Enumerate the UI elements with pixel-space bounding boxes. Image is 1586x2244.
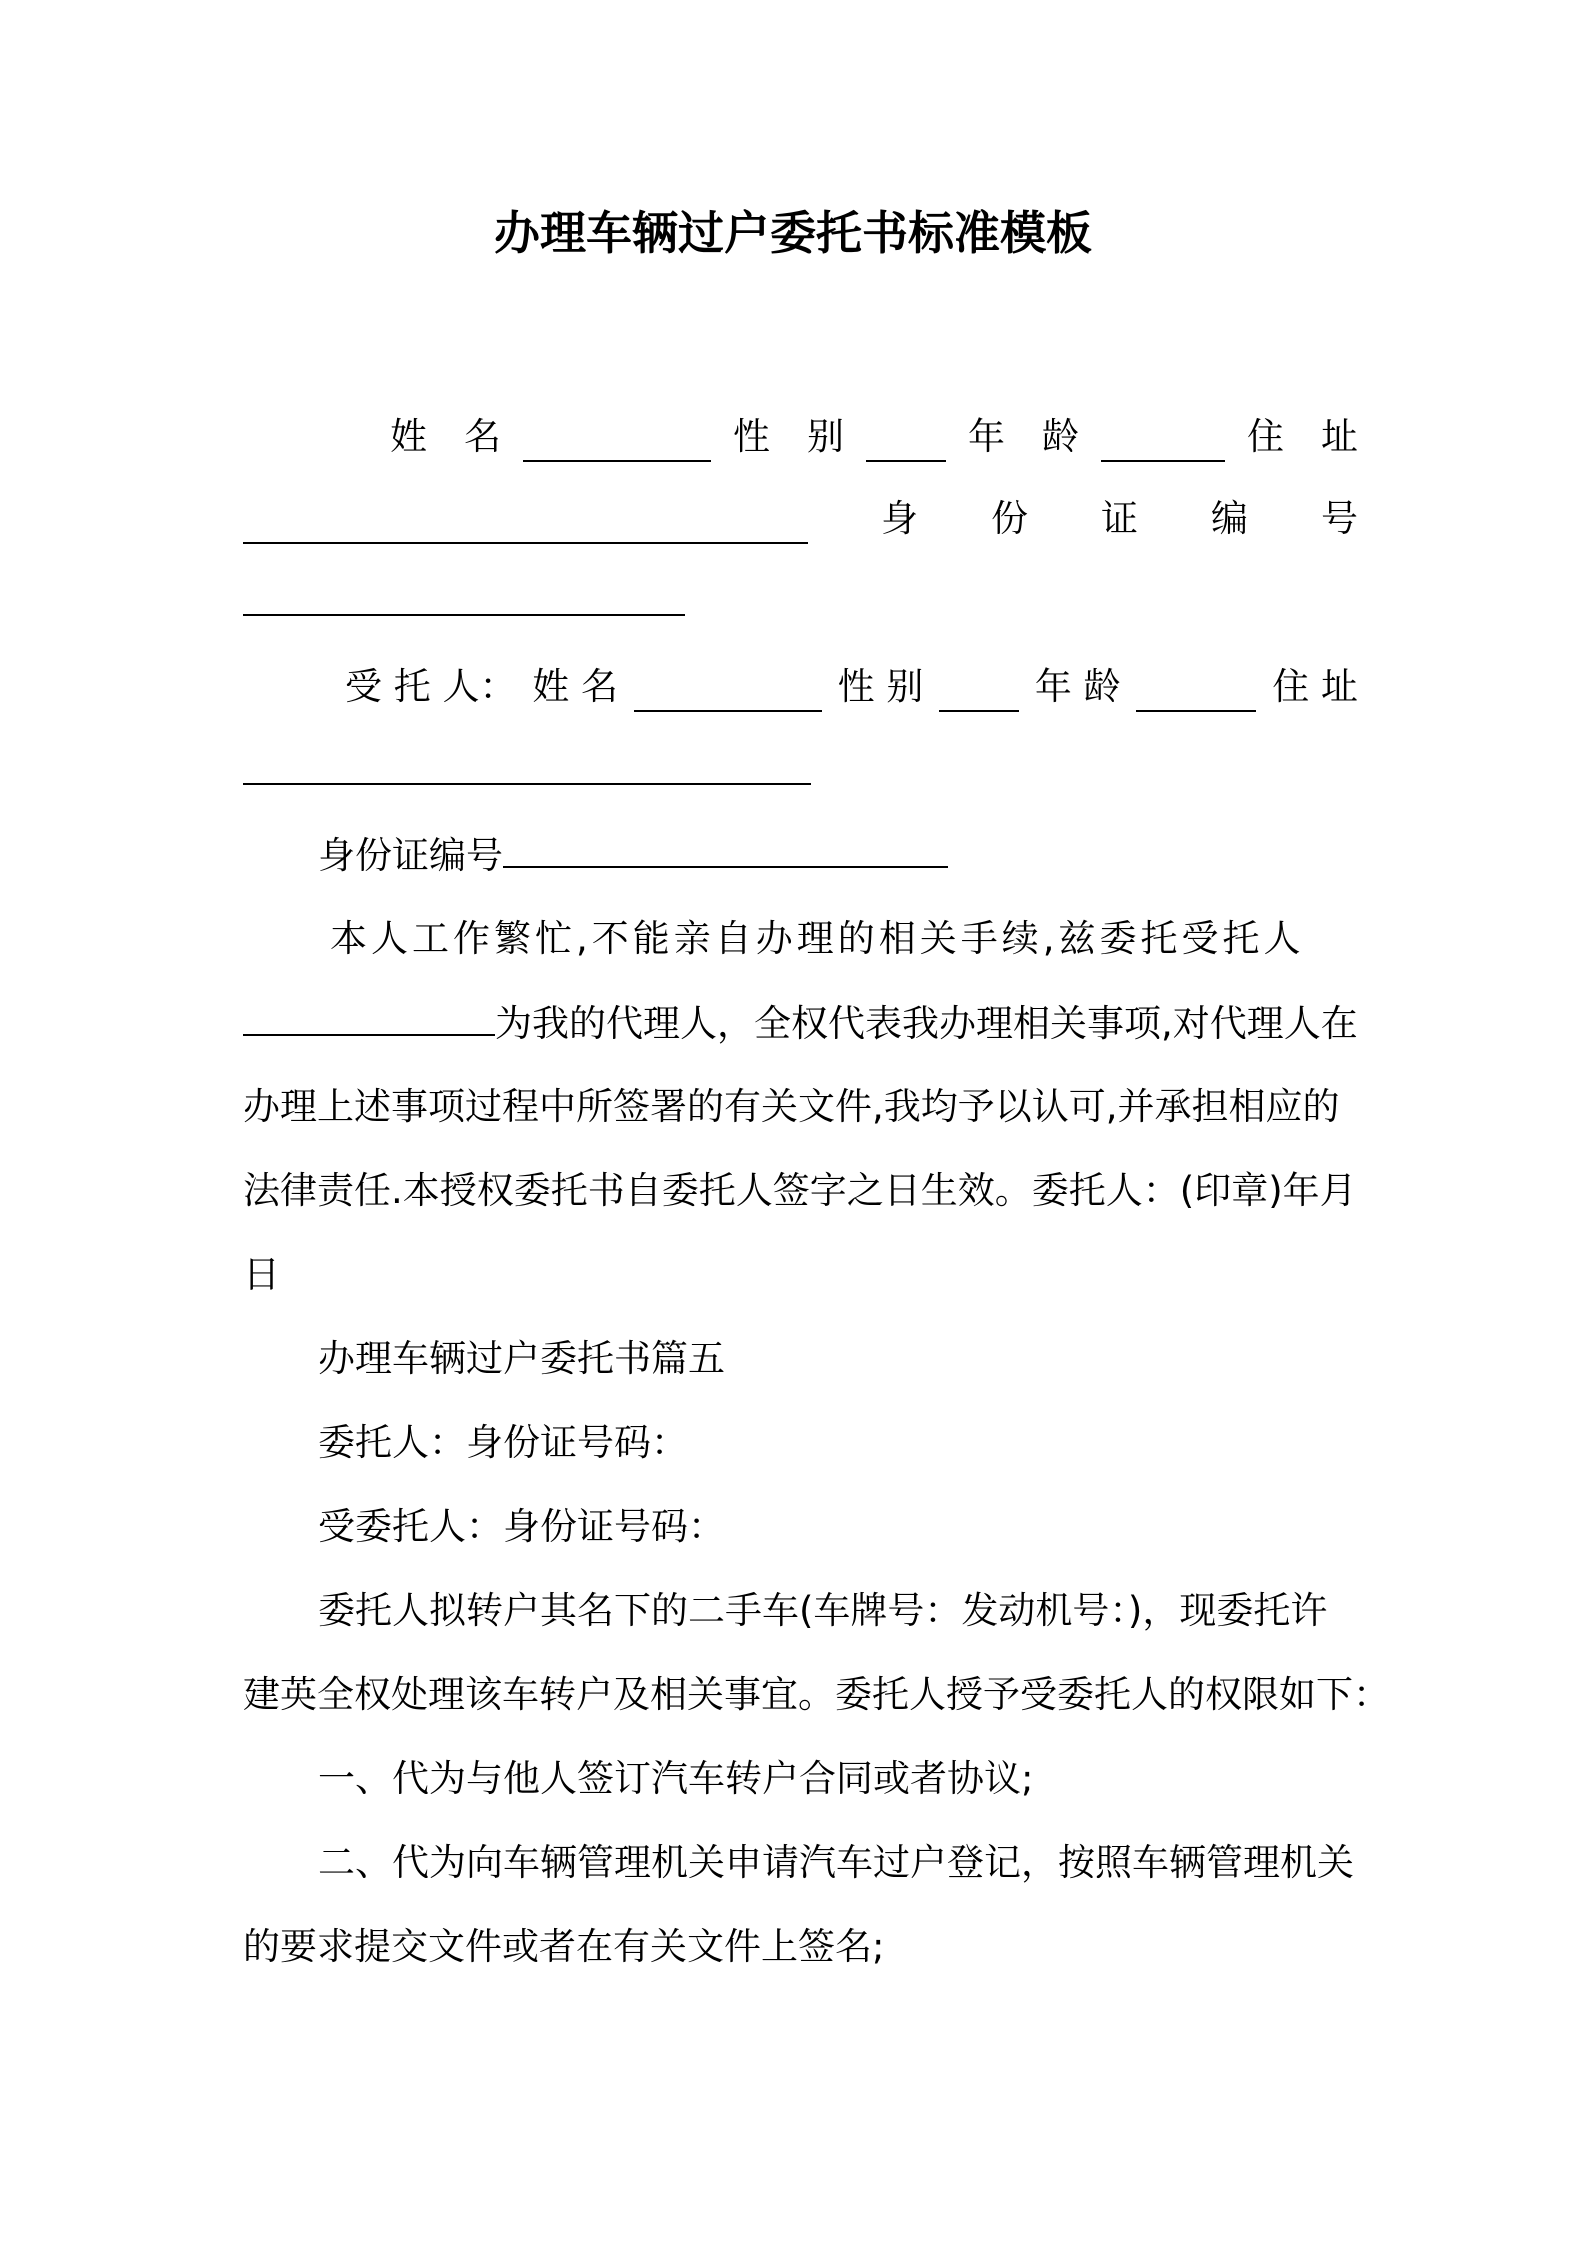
principal-idno-char-1: 身 bbox=[881, 497, 918, 540]
body-line-5: 日 bbox=[243, 1253, 280, 1296]
agent-info-row bbox=[345, 662, 1358, 712]
principal-idno-row bbox=[243, 494, 1358, 544]
document-title: 办理车辆过户委托书标准模板 bbox=[494, 206, 1092, 260]
section-item2-line1: 二、代为向车辆管理机关申请汽车过户登记，按照车辆管理机关 bbox=[318, 1841, 1354, 1884]
principal-age-label: 年 龄 bbox=[968, 415, 1079, 458]
section-heading: 办理车辆过户委托书篇五 bbox=[318, 1337, 725, 1380]
agent-address-blank-row bbox=[243, 747, 1358, 797]
section-item2-line2: 的要求提交文件或者在有关文件上签名; bbox=[243, 1925, 885, 1968]
agent-gender-label: 性 别 bbox=[837, 665, 924, 708]
principal-idno-blank bbox=[243, 578, 685, 616]
appointee-blank bbox=[243, 998, 495, 1036]
body-line-2-row bbox=[243, 998, 1358, 1048]
agent-label: 受 托 人： bbox=[345, 665, 517, 708]
body-line-1: 本人工作繁忙,不能亲自办理的相关手续,兹委托受托人 bbox=[330, 917, 1305, 960]
section-agent: 受委托人：身份证号码： bbox=[318, 1505, 725, 1548]
principal-name-blank bbox=[523, 424, 711, 462]
body-line-2: 为我的代理人，全权代表我办理相关事项,对代理人在 bbox=[495, 1002, 1358, 1045]
principal-age-blank bbox=[1101, 424, 1225, 462]
principal-idno-char-4: 编 bbox=[1211, 497, 1248, 540]
principal-gender-label: 性 别 bbox=[733, 415, 844, 458]
agent-gender-blank bbox=[939, 674, 1019, 712]
body-line-4: 法律责任.本授权委托书自委托人签字之日生效。委托人：(印章)年月 bbox=[243, 1169, 1357, 1212]
section-principal: 委托人：身份证号码： bbox=[318, 1421, 688, 1464]
agent-idno-row bbox=[318, 830, 1358, 880]
agent-idno-label: 身份证编号 bbox=[318, 834, 503, 877]
agent-name-label: 姓 名 bbox=[532, 665, 619, 708]
principal-idno-blank-row bbox=[243, 578, 1358, 628]
agent-name-blank bbox=[634, 674, 822, 712]
principal-address-label: 住 址 bbox=[1247, 415, 1358, 458]
principal-idno-char-2: 份 bbox=[991, 497, 1028, 540]
principal-address-blank bbox=[243, 506, 808, 544]
agent-age-label: 年 龄 bbox=[1034, 665, 1121, 708]
principal-info-row bbox=[390, 412, 1358, 462]
agent-address-label: 住 址 bbox=[1272, 665, 1358, 708]
agent-address-blank bbox=[243, 747, 811, 785]
principal-name-label: 姓 名 bbox=[390, 415, 501, 458]
section-para1-line2: 建英全权处理该车转户及相关事宜。委托人授予受委托人的权限如下： bbox=[243, 1673, 1390, 1716]
section-para1-line1: 委托人拟转户其名下的二手车(车牌号：发动机号：)，现委托许 bbox=[318, 1589, 1328, 1632]
body-line-3: 办理上述事项过程中所签署的有关文件,我均予以认可,并承担相应的 bbox=[243, 1085, 1340, 1128]
principal-idno-char-3: 证 bbox=[1101, 497, 1138, 540]
agent-age-blank bbox=[1136, 674, 1256, 712]
section-item1: 一、代为与他人签订汽车转户合同或者协议; bbox=[318, 1757, 1034, 1800]
principal-gender-blank bbox=[866, 424, 946, 462]
principal-idno-char-5: 号 bbox=[1321, 497, 1358, 540]
agent-idno-blank bbox=[503, 830, 948, 868]
